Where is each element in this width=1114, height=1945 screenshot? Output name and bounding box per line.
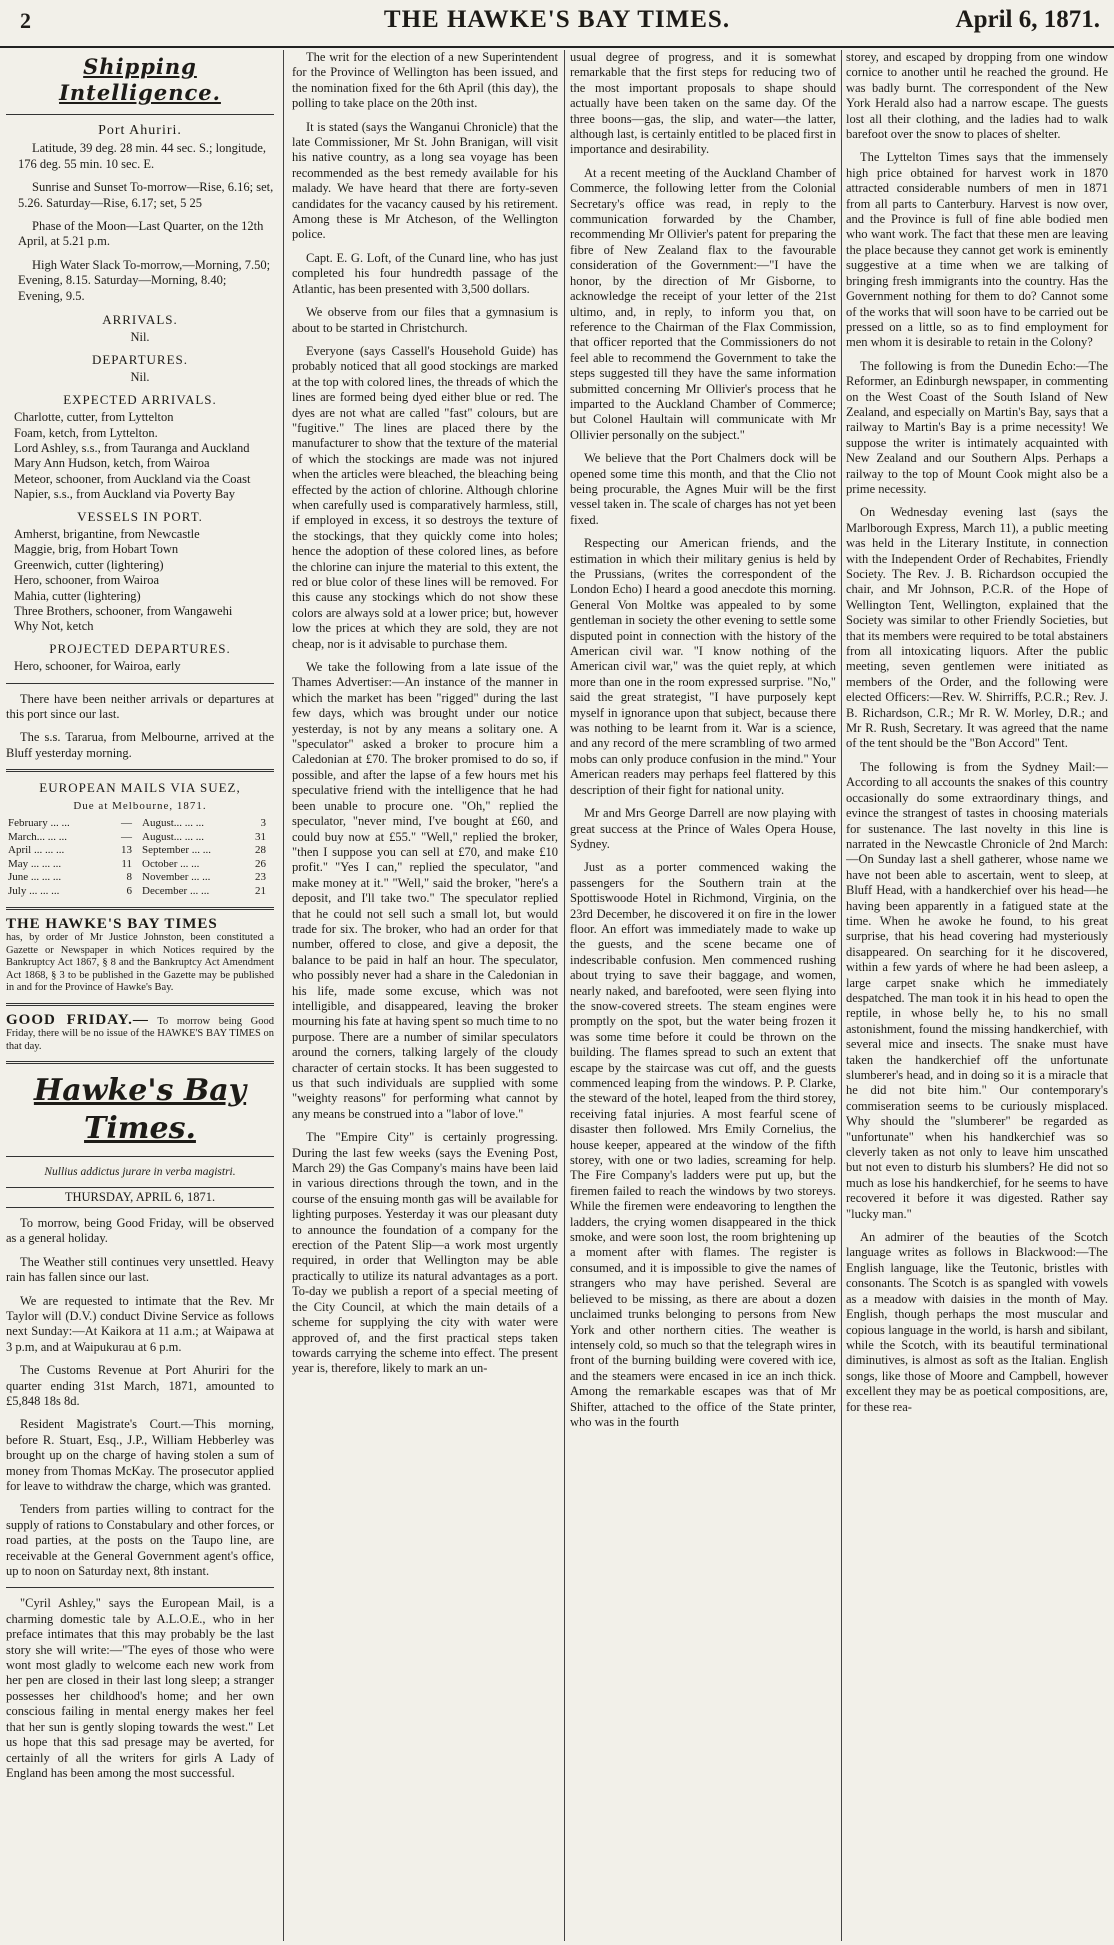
list-item: Mary Ann Hudson, ketch, from Wairoa [14, 456, 210, 471]
arrivals-heading: ARRIVALS. [102, 312, 178, 328]
month-cell: June ... ... ... [8, 871, 62, 884]
month-cell: April ... ... ... [8, 844, 65, 857]
day-cell: 13 [121, 844, 132, 857]
list-item: Hero, schooner, from Wairoa [14, 573, 160, 588]
article-paragraph: On Wednesday evening last (says the Marlborough Express, March 11), a public meeting was held in the Literary Institute, in connection with the Independent Order of Rechabites, Friendly Society. The Rev. J. B. Richardson occupied the chair, and Mr Johnson, P.C.R. of the Hope of Wellington Tent, Wellington, explained that the Society was similar to other Friendly Societies, but that its members were required to be total abstainers from all intoxicating liquors. After the public meeting, seven gentlemen were initiated as members of the Order, and the following were elected Officers:—Rev. W. Shirriffs, P.C.R.; Rev. J. B. Richardson, C.R.; Mr R. W. Morley, D.R.; and Mr R. Rush, Secretary. It was agreed that the name of the tent should be the "Bon Accord" Tent. [846, 505, 1108, 751]
table-row [6, 871, 140, 885]
latitude-text: Latitude, 39 deg. 28 min. 44 sec. S.; longitude, 176 deg. 55 min. 10 sec. E. [18, 141, 266, 171]
issue-date: April 6, 1871. [955, 6, 1100, 33]
divider [6, 907, 274, 910]
shipping-heading: Shipping Intelligence. [59, 54, 221, 105]
gazette-notice-body: has, by order of Mr Justice Johnston, been constituted a Gazette or Newspaper in which Notices required by the Bankruptcy Act 1867, § 8 and the Bankruptcy Act Amendment Act 1868, § 3 to be published in the Gazette may be published in and for the Province of Hawke's Bay. [6, 932, 274, 994]
dateline: THURSDAY, APRIL 6, 1871. [6, 1187, 274, 1208]
day-cell: 31 [255, 830, 266, 843]
day-cell: 8 [126, 871, 132, 884]
divider [6, 1156, 274, 1157]
article-paragraph: An admirer of the beauties of the Scotch language writes as follows in Blackwood:—The English language, like the Teutonic, bristles with consonants. The Scotch is as spangled with vowels as a meadow with daisies in the month of May. English, though perhaps the most muscular and copious language in the world, is harsh and sibilant, while the Scotch, with its beautiful terminational diminutives, is almost as soft as the Italian. English songs, like those of Moore and Campbell, however excellent they may be as poetical compositions, are, for these rea- [846, 1230, 1108, 1414]
day-cell: — [121, 817, 132, 830]
column-divider [283, 50, 284, 1941]
month-cell: October ... ... [142, 857, 200, 870]
month-cell: September ... ... [142, 844, 212, 857]
article-paragraph: Tenders from parties willing to contract for the supply of rations to Constabulary and other forces, or road parties, at the posts on the Taupo line, are receivable at the General Government agent's office, up to noon on Saturday next, 8th instant. [6, 1502, 274, 1579]
good-friday-heading: GOOD FRIDAY.— [6, 1011, 149, 1028]
divider [6, 1061, 274, 1064]
list-item: Hero, schooner, for Wairoa, early [14, 659, 181, 674]
month-cell: March... ... ... [8, 830, 67, 843]
newspaper-title: THE HAWKE'S BAY TIMES. [383, 6, 731, 33]
table-row [140, 885, 274, 899]
article-paragraph: We are requested to intimate that the Rev. Mr Taylor will (D.V.) conduct Divine Service as follows next Sunday:—At Kaikora at 11 a.m.; at Waipawa at 3 p.m, and at Waipukurau at 6 p.m. [6, 1293, 274, 1354]
list-item: Charlotte, cutter, from Lyttelton [14, 410, 174, 425]
shipping-note: There have been neither arrivals or departures at this port since our last. [6, 691, 274, 721]
gazette-notice [6, 915, 274, 995]
mails-column-right [140, 817, 274, 899]
expected-heading: EXPECTED ARRIVALS. [63, 391, 217, 407]
list-item: Greenwich, cutter (lightering) [14, 557, 164, 572]
article-paragraph: Mr and Mrs George Darrell are now playing with great success at the Prince of Wales Opera House, Sydney. [570, 806, 836, 851]
list-item: Lord Ashley, s.s., from Tauranga and Auckland [14, 440, 250, 455]
article-paragraph: At a recent meeting of the Auckland Chamber of Commerce, the following letter from the Colonial Secretary's office was read, in reply to the communication forwarded by the Chamber, recommending Mr Ollivier's patent for preparing the fibre of New Zealand flax to the favourable consideration of the Government:—"I have the honor, by the direction of Mr Gisborne, to acknowledge the receipt of your letter of the 21st ultimo, and, in reply, to inform you that, on reference to the Chairman of the Flax Commission, that officer reported that the Commissioners do not feel able to recommend the Government to take the steps suggested till they have the same information submitted concerning Mr Ollivier's process that he imparted to the Auckland Chamber of Commerce; but Colonel Haultain will communicate with Mr Ollivier personally on the subject." [570, 165, 836, 442]
projected-heading: PROJECTED DEPARTURES. [49, 640, 231, 656]
list-item: Maggie, brig, from Hobart Town [14, 542, 179, 557]
table-row [6, 858, 140, 872]
day-cell: 28 [255, 844, 266, 857]
port-heading: Port Ahuriri. [98, 123, 182, 138]
day-cell: 23 [255, 871, 266, 884]
article-paragraph: "Cyril Ashley," says the European Mail, is a charming domestic tale by A.L.O.E., who in her preface intimates that this may probably be the last story she will write:—"The eyes of those who were wont most gladly to welcome each new work from her pen are closed in their last long sleep; a stranger possesses her childhood's home; and her own conscious failing in mental energy makes her feel that her sun is gently sloping towards the west." Let us hope that this sad presage may be averted, for certainly of all the writers for girls A Lady of England has been among the most successful. [6, 1596, 274, 1780]
month-cell: December ... ... [142, 885, 210, 897]
article-paragraph: The writ for the election of a new Superintendent for the Province of Wellington has been issued, and the nomination fixed for the 6th April (this day), the polling to take place on the 20th inst. [292, 50, 558, 111]
divider [6, 1003, 274, 1006]
month-cell: August... ... ... [142, 817, 205, 830]
arrivals-value: Nil. [130, 330, 150, 345]
table-row [140, 844, 274, 858]
article-paragraph: We believe that the Port Chalmers dock will be opened some time this month, and that the Clio not being procurable, the Agnes Muir will be the first vessel taken in. The scale of charges has not yet been fixed. [570, 451, 836, 527]
departures-heading: DEPARTURES. [91, 351, 189, 367]
expected-list [6, 410, 274, 502]
vessels-heading: VESSELS IN PORT. [77, 508, 203, 524]
divider [6, 769, 274, 772]
table-row [140, 871, 274, 885]
article-paragraph: The following is from the Sydney Mail:—According to all accounts the snakes of this country occasionally do some extraordinary things, and evince the strangest of tastes in choosing materials for sustenance. The last novelty in this line is narrated in the Newcastle Chronicle of 2nd March:—On Sunday last a shell gatherer, whose name we have not been able to ascertain, went to sleep, at Bluff Head, with a handkerchief over his head—he having been apparently in a fatigued state at the time. When he awoke he found, to his great surprise, that his head covering had mysteriously disappeared. On searching for it he discovered, within a few yards of where he had been asleep, a large carpet snake which he immediately despatched. The man took it in his head to open the reptile, in whose belly he, to his no small astonishment, found the missing handkerchief, with several mice and insects. The snake must have taken the handkerchief off the unfortunate slumberer's head, and in doing so it is a miracle that he did not bite him." Our contemporary's commiseration seems to be curiously misplaced. Why should the "slumberer" be regarded as "unfortunate" when his handkerchief was so cleverly taken as not only to leave him unscathed but not even to disturb his slumbers? He did not so much as lose his handkerchief, for he seems to have recovered it before it was digested. Rather say "lucky man." [846, 759, 1108, 1221]
page-number: 2 [20, 8, 31, 33]
column-4 [846, 50, 1108, 1941]
list-item: Foam, ketch, from Lyttelton. [14, 425, 158, 440]
mails-subheading: Due at Melbourne, 1871. [73, 799, 207, 812]
table-row [140, 858, 274, 872]
list-item: Amherst, brigantine, from Newcastle [14, 526, 200, 541]
article-paragraph: storey, and escaped by dropping from one window cornice to another until he reached the ground. He was badly burnt. The correspondent of the New York Herald also had a narrow escape. The guests lost all their clothing, and the ladies had to walk barefoot over the snow to places of shelter. [846, 50, 1108, 142]
moon-text: Phase of the Moon—Last Quarter, on the 12th April, at 5.21 p.m. [18, 219, 264, 249]
article-paragraph: Respecting our American friends, and the estimation in which their military genius is held by the Prussians, (writes the correspondent of the London Echo) I heard a good anecdote this morning. General Von Moltke was appealed to by some gentleman in society the other evening to settle some disputed point in connection with the history of the American civil war. "I know nothing of the American civil war," was the quiet reply, at which more than one in the room expressed surprise. "No," said the great strategist, "I have purposely kept myself in ignorance upon that subject, because there was nothing to be learnt from it. War is a science, and any record of the mere scrambling of two armed mobs can only produce confusion in the mind." Your American readers may perhaps feel flattered by this description of their fight for national unity. [570, 536, 836, 797]
month-cell: August... ... ... [142, 830, 205, 843]
day-cell: 21 [255, 885, 266, 897]
article-paragraph: The Customs Revenue at Port Ahuriri for the quarter ending 31st March, 1871, amounted to £5,848 18s 8d. [6, 1363, 274, 1408]
mails-column-left [6, 817, 140, 899]
good-friday-body: To morrow being Good Friday, there will be no issue of the HAWKE'S BAY TIMES on that day. [6, 1015, 274, 1052]
column-divider [564, 50, 565, 1941]
day-cell: — [121, 830, 132, 843]
table-row [6, 885, 140, 899]
divider [6, 1587, 274, 1588]
article-paragraph: Capt. E. G. Loft, of the Cunard line, who has just completed his four hundredth passage of the Atlantic, has been presented with 3,500 dollars. [292, 250, 558, 296]
day-cell: 26 [255, 857, 266, 870]
article-paragraph: We observe from our files that a gymnasium is about to be started in Christchurch. [292, 305, 558, 335]
column-1 [6, 50, 274, 1941]
table-row [140, 831, 274, 845]
vessels-list [6, 527, 274, 635]
article-paragraph: Resident Magistrate's Court.—This morning, before R. Stuart, Esq., J.P., William Hebberley was brought up on the charge of having stolen a sum of money from Thomas McKay. The prosecutor applied for leave to withdraw the charge, which was granted. [6, 1417, 274, 1493]
list-item: Three Brothers, schooner, from Wangawehi [14, 603, 233, 618]
column-2 [292, 50, 558, 1941]
divider [6, 114, 274, 115]
list-item: Mahia, cutter (lightering) [14, 588, 141, 603]
article-paragraph: usual degree of progress, and it is somewhat remarkable that the first steps for reducing two of the most important proposals to shape should actually have been taken on the same day. Of the three boons—gas, the slip, and water—the latter, although last, is certainly entitled to be placed first in importance and desirability. [570, 50, 836, 157]
sunrise-text: Sunrise and Sunset To-morrow—Rise, 6.16; set, 5.26. Saturday—Rise, 6.17; set, 5 25 [18, 180, 274, 210]
list-item: Napier, s.s., from Auckland via Poverty Bay [14, 487, 235, 502]
article-paragraph: It is stated (says the Wanganui Chronicle) that the late Commissioner, Mr St. John Branigan, will visit his native country, as a long sea voyage has been recommended as the best remedy available for his malady. We have heard that there are forty-seven candidates for the vacancy caused by his retirement. Among these is Mr Atcheson, of the Wellington police. [292, 119, 558, 242]
article-paragraph: The following is from the Dunedin Echo:—The Reformer, an Edinburgh newspaper, in commenting on the West Coast of the South Island of New Zealand, and especially on Martin's Bay, says that a railway to Martin's Bay is a prime necessity! We suppose the writer is intimately acquainted with New Zealand and our Southern Alps. Perhaps a railway to the top of Mount Cook might also be a prime necessity. [846, 358, 1108, 496]
article-paragraph: The Lyttelton Times says that the immensely high price obtained for harvest work in 1870 attracted considerable numbers of men in 1871 from all parts to Canterbury. Harvest is now over, and the Province is full of fine able bodied men who want work. The fact that these men are leaving the place because they cannot get work is eminently suggestive at a time when we are talking of bringing fresh immigrants into the country. Has the Government nothing for them to do? Cannot some of the works that will soon have to be carried out be pressed on a little, so as to find employment for men whom it is desirable to retain in the Colony? [846, 150, 1108, 350]
month-cell: July ... ... ... [8, 885, 60, 897]
mails-table [6, 817, 274, 899]
day-cell: 11 [121, 857, 132, 870]
shipping-note: The s.s. Tararua, from Melbourne, arrived at the Bluff yesterday morning. [6, 730, 274, 760]
day-cell: 6 [126, 885, 132, 897]
list-item: Meteor, schooner, from Auckland via the Coast [14, 471, 251, 486]
list-item: Why Not, ketch [14, 619, 94, 634]
good-friday-notice [6, 1011, 274, 1054]
column-3 [570, 50, 836, 1941]
high-water-text: High Water Slack To-morrow,—Morning, 7.50; Evening, 8.15. Saturday—Morning, 8.40; Evening, 9.5. [18, 257, 271, 303]
month-cell: November ... ... [142, 871, 211, 884]
mails-heading: EUROPEAN MAILS VIA SUEZ, [39, 780, 241, 796]
table-row [6, 844, 140, 858]
departures-value: Nil. [130, 370, 150, 385]
day-cell: 3 [260, 817, 266, 830]
divider [6, 683, 274, 684]
article-paragraph: We take the following from a late issue of the Thames Advertiser:—An instance of the manner in which the market has been "rigged" during the last few days, which was brought under our notice yesterday, is not by any means a solitary one. A "speculator" asked a broker to procure him a Caledonian at £70. The broker promised to do so, if possible, and after the lapse of a few hours met his speculative friend with the intelligence that he had been unable to procure one. "Oh," replied the speculator, "never mind, I've bought at £60, and could buy now at £55." "Well," replied the broker, "then I suppose you can sell at £70, and make £10 profit." "Yes I can," replied the speculator, "and make money at it." "Well," said the broker, "here's a deposit, and I'll take two." The speculator replied that he could not sell such a small lot, but would trade for six. The broker, who had an order for that number, offered to close, and give a deposit, the balance to be paid in half an hour. The speculator, who possibly never had a share in the Caledonian in his life, made some excuse, which was not intelligible, and disappeared, leaving the broker mourning his fate at having spent so much time to no purpose. There are a number of similar speculators around the corners, talking largely of the cloudy character of certain stocks. It has been suggested to us that such individuals are supplied with some "weighty reasons" for performing what cannot by any means be construed into a "labor of love." [292, 660, 558, 1121]
editorial-title: Hawke's Bay Times. [33, 1073, 247, 1147]
projected-list [6, 659, 274, 674]
month-cell: May ... ... ... [8, 857, 62, 870]
table-row [6, 817, 140, 831]
article-paragraph: The Weather still continues very unsettled. Heavy rain has fallen since our last. [6, 1254, 274, 1285]
article-paragraph: To morrow, being Good Friday, will be observed as a general holiday. [6, 1215, 274, 1246]
gazette-notice-heading: THE HAWKE'S BAY TIMES [6, 915, 218, 932]
motto: Nullius addictus jurare in verba magistri. [44, 1166, 236, 1179]
article-paragraph: Everyone (says Cassell's Household Guide) has probably noticed that all good stockings are marked at the top with colored lines, the threads of which the lines are formed being dyed either blue or red. The dyes are not what are called "fast" colours, but are "fugitive." The lines are placed there by the manufacturer to show that the texture of the material of which the stockings are made was not injured when the articles were bleached, the bleaching being effected by the action of chlorine. Although chlorine when carefully used is comparatively harmless, still, if employed in excess, it so destroys the texture of the stockings, that they quickly come into holes; hence the adoption of these colored lines, as before the chlorine can injure the material to this extent, the red or blue color of these lines will be removed. For this cause any stockings which do not show these colors are always sold at a lower price; but, however low the prices at which they are sold, they are not cheap, nor is it advisable to purchase them. [292, 343, 558, 651]
masthead [0, 0, 1114, 48]
table-row [6, 831, 140, 845]
column-divider [841, 50, 842, 1941]
article-paragraph: Just as a porter commenced waking the passengers for the Southern train at the Spottiswoode Hotel in Richmond, Virginia, on the 23rd December, he discovered it on fire in the lower floor. An effort was immediately made to wake up the guests, and the scene became one of indescribable confusion. Men commenced rushing about trying to save their baggage, and women, nearly naked, and barefooted, were seen flying into the snow-covered streets. The steam engines were promptly on the spot, but the water being frozen it was some time before it could be thrown on the building. The flames spread to such an extent that escape by the staircase was cut off, and the guests commenced leaping from the windows. P. P. Clarke, the steward of the hotel, leaped from the third storey, receiving fatal injuries. A most fearful scene of disaster then followed. Mrs Emily Cornelius, the house keeper, appeared at the window of the fifth storey, with one or two ladies, screaming for help. The Fire Company's ladders were put up, but the firemen failed to reach the windows by two storeys. While the firemen were endeavoring to lengthen the ladders, the crying women disappeared in the thick smoke, and were soon lost, the room brightening up a moment after with flames. The register is consumed, and it is impossible to give the names of strangers who may have perished. Several are believed to be missing, as there are about a dozen unclaimed trunks belonging to persons from New York and other northern cities. The weather is intensely cold, so much so that the telegraph wires in front of the burning building were covered with ice, and the steamers were encased in ice an inch thick. Among the remarkable escapes was that of Mr Shifter, attached to the office of the State printer, who was in the fourth [570, 860, 836, 1429]
month-cell: February ... ... [8, 817, 70, 830]
article-paragraph: The "Empire City" is certainly progressing. During the last few weeks (says the Evening Post, March 29) the Gas Company's mains have been laid in various directions through the town, and in the course of the ensuing month gas will be available for lighting purposes. Yesterday it was our pleasant duty to announce the foundation of a company for the erection of the Patent Slip—a work most urgently required, in order that Wellington may be able practically to utilize its natural advantages as a port. To-day we publish a report of a special meeting of the City Council, at which the main details of a scheme for supplying the city with water were approved of, and the first practical steps taken towards carrying the scheme into effect. The present year is, therefore, likely to mark an un- [292, 1130, 558, 1376]
table-row [140, 817, 274, 831]
